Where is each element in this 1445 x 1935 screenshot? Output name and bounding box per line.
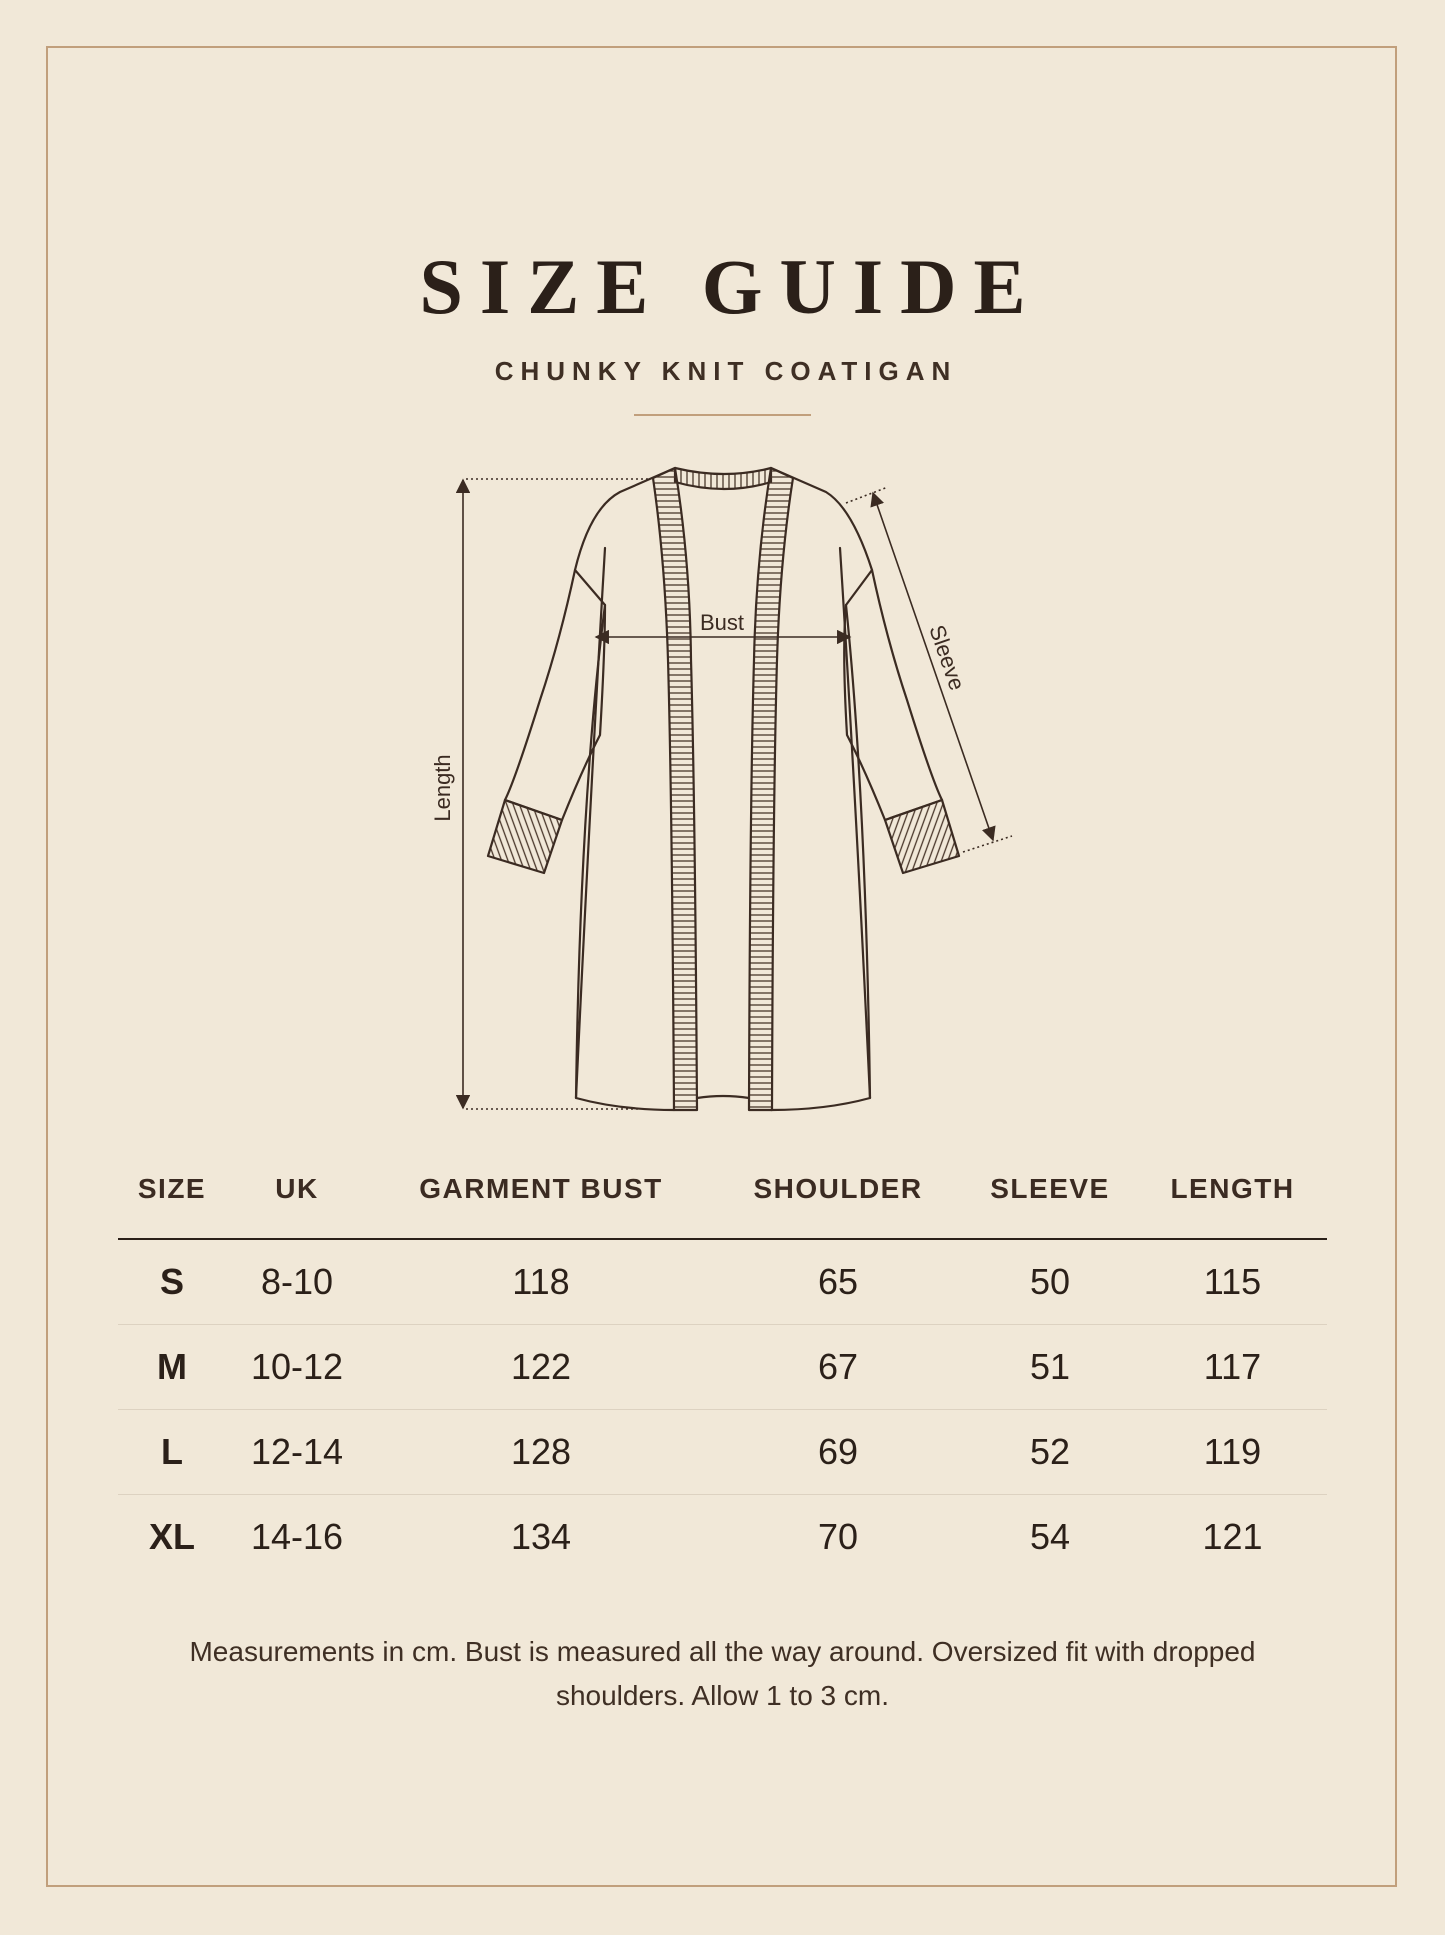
cell-uk: 14-16 [250,1516,344,1557]
cell-shoulder: 70 [817,1516,859,1557]
col-size-header: SIZE [118,1158,226,1239]
product-subtitle: CHUNKY KNIT COATIGAN [494,356,958,386]
cell-size: L [118,1410,226,1495]
cell-bust: 128 [368,1410,714,1495]
cell-length: 121 [1202,1516,1263,1557]
cell-bust: 134 [510,1516,572,1557]
cell-size: M [118,1325,226,1410]
measurement-note: Measurements in cm. Bust is measured all the way around. Oversized fit with dropped shoulders. Allow 1 to 3 cm. [189,1636,1256,1711]
col-shoulder-header: SHOULDER [714,1158,962,1239]
cell-shoulder: 69 [714,1410,962,1495]
cell-uk: 12-14 [226,1410,368,1495]
cell-shoulder: 65 [714,1239,962,1325]
col-uk-header: UK [226,1158,368,1239]
cell-uk: 8-10 [226,1239,368,1325]
table-row [118,1325,1327,1410]
title-divider [634,414,811,416]
table-row [118,1410,1327,1495]
size-table [118,1158,1327,1579]
table-row [118,1239,1327,1325]
cell-shoulder: 67 [714,1325,962,1410]
cell-sleeve: 50 [962,1239,1138,1325]
table-header-row [118,1158,1327,1239]
cell-length: 119 [1138,1410,1327,1495]
page-title: SIZE GUIDE [419,243,1043,330]
cell-length: 117 [1138,1325,1327,1410]
bust-label: Bust [699,610,745,635]
col-sleeve-header: SLEEVE [962,1158,1138,1239]
col-bust-header: GARMENT BUST [368,1158,714,1239]
table-row [118,1495,1327,1580]
cell-sleeve: 51 [962,1325,1138,1410]
cell-length: 115 [1138,1239,1327,1325]
sleeve-label: Sleeve [924,621,970,694]
cell-bust: 118 [368,1239,714,1325]
length-label: Length [430,754,455,822]
cell-bust: 122 [368,1325,714,1410]
cell-sleeve: 54 [1029,1516,1071,1557]
cell-size: S [118,1239,226,1325]
cell-sleeve: 52 [962,1410,1138,1495]
cell-uk: 10-12 [226,1325,368,1410]
col-length-header: LENGTH [1138,1158,1327,1239]
cell-size: XL [148,1516,195,1557]
